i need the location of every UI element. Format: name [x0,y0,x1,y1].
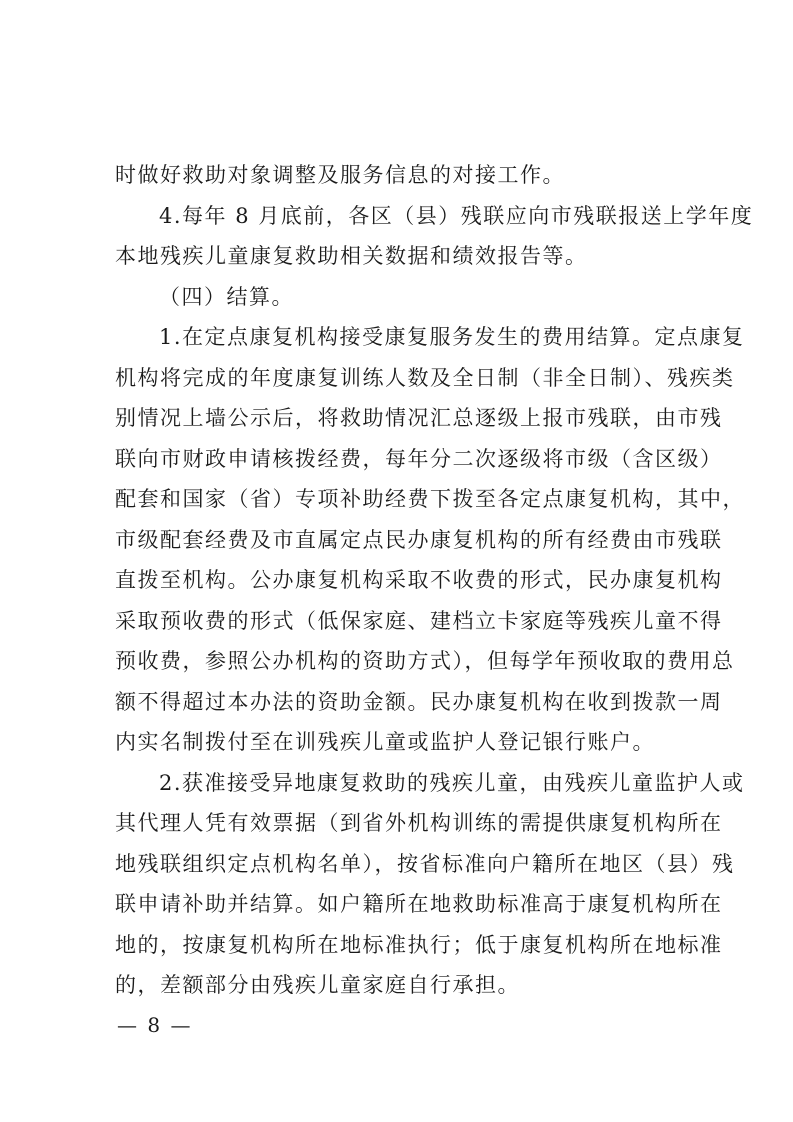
paragraph [115,196,754,277]
body-text [115,155,754,1006]
text-line: 内实名制拨付至在训残疾儿童或监护人登记银行账户。 [115,730,655,754]
text-line: 1.在定点康复机构接受康复服务发生的费用结算。定点康复 [159,325,745,349]
text-line: 2.获准接受异地康复救助的残疾儿童，由残疾儿童监护人或 [159,770,745,795]
text-line: 预收费，参照公办机构的资助方式），但每学年预收取的费用总 [115,649,735,673]
text-line: 4.每年 8 月底前，各区（县）残联应向市残联报送上学年度 [159,203,754,228]
text-line: 机构将完成的年度康复训练人数及全日制（非全日制）、残疾类 [115,365,735,390]
text-line: 市级配套经费及市直属定点民办康复机构的所有经费由市残联 [115,527,723,552]
text-line: 联申请补助并结算。如户籍所在地救助标准高于康复机构所在 [115,892,723,916]
text-line: 联向市财政申请核拨经费，每年分二次逐级将市级（含区级） [115,446,723,471]
text-line: 别情况上墙公示后，将救助情况汇总逐级上报市残联，由市残 [115,406,723,430]
text-line: 直拨至机构。公办康复机构采取不收费的形式，民办康复机构 [115,568,723,592]
page-number: — 8 — [117,1013,193,1037]
text-line: 额不得超过本办法的资助金额。民办康复机构在收到拨款一周 [115,689,723,714]
text-line: 时做好救助对象调整及服务信息的对接工作。 [115,163,565,187]
text-line: 地的，按康复机构所在地标准执行；低于康复机构所在地标准 [115,932,723,957]
text-line: 其代理人凭有效票据（到省外机构训练的需提供康复机构所在 [115,811,723,835]
text-line: 采取预收费的形式（低保家庭、建档立卡家庭等残疾儿童不得 [115,608,723,633]
paragraph [115,763,745,1006]
paragraph [115,155,700,196]
text-line: 地残联组织定点机构名单），按省标准向户籍所在地区（县）残 [115,851,735,876]
text-line: 配套和国家（省）专项补助经费下拨至各定点康复机构，其中， [115,487,745,511]
paragraph [115,277,700,318]
text-line: （四）结算。 [159,284,294,309]
paragraph [115,317,745,763]
text-line: 本地残疾儿童康复救助相关数据和绩效报告等。 [115,244,588,268]
text-line: 的，差额部分由残疾儿童家庭自行承担。 [115,973,520,997]
